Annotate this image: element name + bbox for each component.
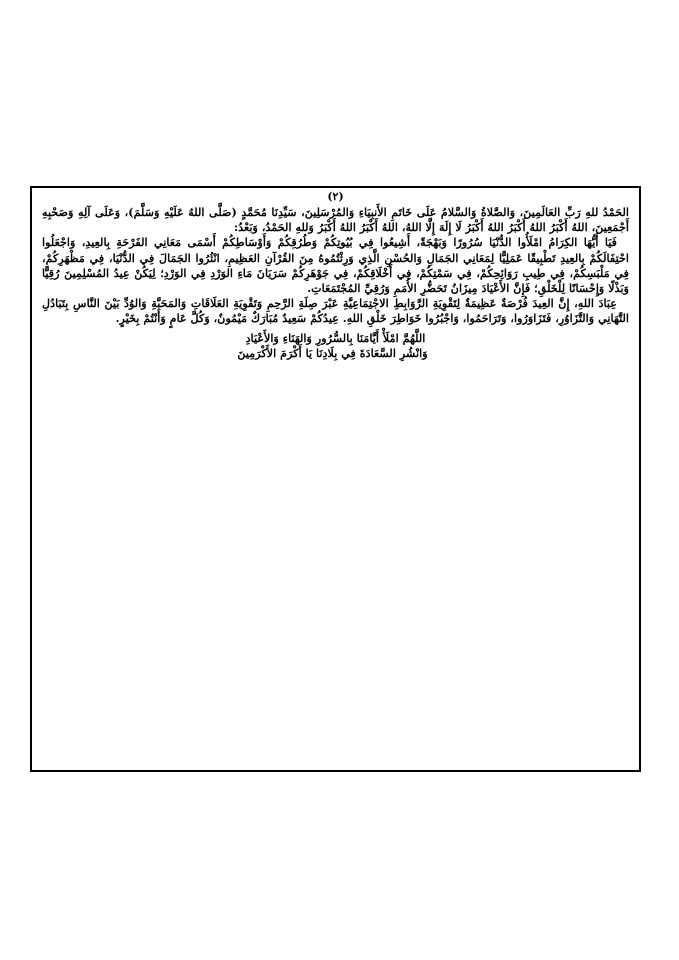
body-paragraph-beauty: فَيَا أَيُّهَا الكِرَامُ امْلَأُوا الدُّنْيَا سُرُورًا وَبَهْجَةً، أَشِيعُوا فِي بُيُوتِكُمْ وَطُرُقِكُمْ وَأَوْسَاطِكُمْ أَسْمَى مَعَانِي الفَرْحَةِ بِالعِيدِ، وَاجْعَلُوا احْتِفَالَكُمْ بِالعِيدِ تَطْبِيقًا عَمَلِيًّا لِمَعَانِي الجَمَالِ وَالحُسْنِ الَّذِي وَرِثْتُمُوهُ مِنَ القُرْآنِ العَظِيمِ، انْثُرُوا الجَمَالَ فِي الدُّنْيَا، فِي مَظْهَرِكُمْ، فِي مَلْبَسِكُمْ، فِي طِيبِ رَوَائِحِكُمْ، فِي سَمْتِكُمْ، فِي أَخْلَاقِكُمْ، فِي جَوْهَرِكُمْ سَرَيَانَ مَاءِ الوَرْدِ فِي الوَرْدِ؛ لِيَكُنْ عِيدُ المُسْلِمِينَ رُقِيًّا وَبَذْلًا وَإِحْسَانًا لِلْخَلْقِ؛ فَإِنَّ الأَعْيَادَ مِيزَانُ تَحَضُّرِ الأُمَمِ وَرُقِيِّ المُجْتَمَعَاتِ. — [42, 235, 629, 296]
sermon-content — [42, 190, 629, 361]
page-border-frame — [30, 186, 641, 772]
opening-paragraph: الحَمْدُ للهِ رَبِّ العَالَمِينَ، وَالصَّلاةُ وَالسَّلامُ عَلَى خَاتَمِ الأَنبِيَاءِ وَالمُرْسَلِينَ، سَيِّدِنَا مُحَمَّدٍ (صَلَّى اللهُ عَلَيْهِ وَسَلَّمَ)، وَعَلَى آلِهِ وَصَحْبِهِ أَجْمَعِينَ، اللهُ أَكْبَرُ اللهُ أَكْبَرُ اللهُ أَكْبَرُ لَا إِلَهَ إِلَّا اللهُ، اللهُ أَكْبَرُ اللهُ أَكْبَرُ وَللهِ الحَمْدُ، وَبَعْدُ: — [42, 205, 629, 235]
closing-supplication — [42, 331, 629, 361]
closing-line-1: اللَّهُمَّ امْلَأْ أَيَّامَنَا بِالسُّرُورِ وَالهَنَاءِ وَالأَعْيَادِ — [245, 330, 426, 345]
page-number: (٢) — [327, 190, 344, 203]
body-paragraph-social-ties: عِبَادَ اللهِ، إِنَّ العِيدَ فُرْصَةٌ عَظِيمَةٌ لِتَقْوِيَةِ الرَّوَابِطِ الاجْتِمَاعِيَّةِ عَبْرَ صِلَةِ الرَّحِمِ وَتَقْوِيَةِ العَلَاقَاتِ وَالمَحَبَّةِ وَالوُدِّ بَيْنَ النَّاسِ بِتَبَادُلِ التَّهَانِي وَالتَّزَاوُرِ، فَتَزَاوَرُوا، وَتَرَاحَمُوا، وَاجْبُرُوا خَوَاطِرَ خَلْقِ اللهِ. عِيدُكُمْ سَعِيدٌ مُبَارَكٌ مَيْمُونٌ، وَكُلَّ عَامٍ وَأَنْتُمْ بِخَيْرٍ. — [42, 296, 629, 326]
closing-line-2: وَانْشُرِ السَّعَادَةَ فِي بِلَادِنَا يَا أَكْرَمَ الأَكْرَمِينَ — [237, 345, 428, 360]
